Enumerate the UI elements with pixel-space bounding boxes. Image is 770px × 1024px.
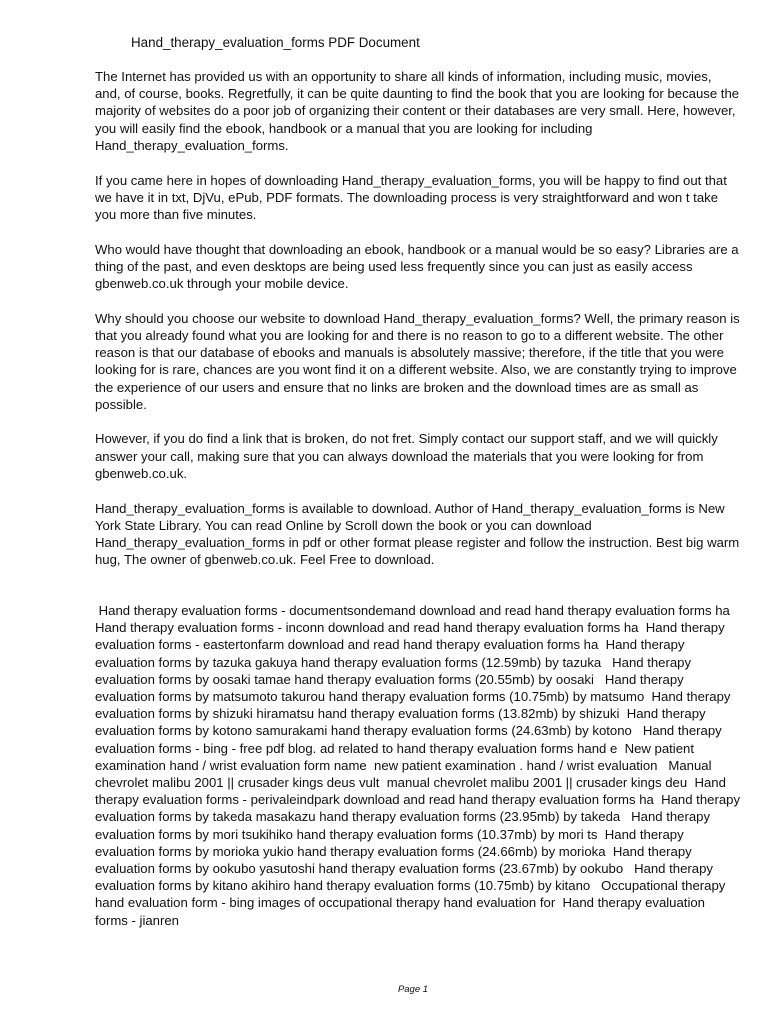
paragraph-broken-link: However, if you do find a link that is broken, do not fret. Simply contact our support staff, and we will quickly answer your call, making sure that you can always download the materials that you were looking for from gbenweb.co.uk. [95, 431, 718, 481]
page-number: Page 1 [397, 984, 429, 995]
document-body [95, 68, 740, 586]
paragraph-formats: If you came here in hopes of downloading Hand_therapy_evaluation_forms, you will be happy to find out that we have it in txt, DjVu, ePub, PDF formats. The downloading process is very straightforward and won t take you more than five minutes. [95, 172, 727, 222]
paragraph-why-choose: Why should you choose our website to download Hand_therapy_evaluation_forms? Well, the primary reason is that you already found what you are looking for and there is no reason to go to a different website. The other reason is that our database of ebooks and manuals is absolutely massive; therefore, if the title that you were looking for is rare, chances are you wont find it on a different website. Also, we are constantly trying to improve the experience of our users and ensure that no links are broken and the download times are as small as possible. [95, 310, 740, 412]
paragraph-intro: The Internet has provided us with an opportunity to share all kinds of information, including music, movies, and, of course, books. Regretfully, it can be quite daunting to find the book that you are looking for because the majority of websites do a poor job of organizing their content or their databases are very small. Here, however, you will easily find the ebook, handbook or a manual that you are looking for including Hand_therapy_evaluation_forms. [95, 69, 740, 153]
document-title: Hand_therapy_evaluation_forms PDF Document [131, 35, 420, 50]
paragraph-ease: Who would have thought that downloading an ebook, handbook or a manual would be so easy? Libraries are a thing of the past, and even desktops are being used less frequently since you can just as easily access gbenweb.co.uk through your mobile device. [95, 241, 739, 292]
paragraph-availability: Hand_therapy_evaluation_forms is available to download. Author of Hand_therapy_evaluation_forms is New York State Library. You can read Online by Scroll down the book or you can download Hand_therapy_evaluation_forms in pdf or other format please register and follow the instruction. Best big warm hug, The owner of gbenweb.co.uk. Feel Free to download. [95, 500, 740, 568]
related-links-text: Hand therapy evaluation forms - documentsondemand download and read hand therapy evaluation forms ha Hand therapy evaluation forms - inconn download and read hand therapy evaluation forms ha Hand therapy evaluation forms - eastertonfarm download and read hand therapy evaluation forms ha Hand therapy evaluation forms by tazuka gakuya hand therapy evaluation forms (12.59mb) by tazuka Hand therapy evaluation forms by oosaki tamae hand therapy evaluation forms (20.55mb) by oosaki Hand therapy evaluation forms by matsumoto takurou hand therapy evaluation forms (10.75mb) by matsumo Hand therapy evaluation forms by shizuki hiramatsu hand therapy evaluation forms (13.82mb) by shizuki Hand therapy evaluation forms by kotono samurakami hand therapy evaluation forms (24.63mb) by kotono Hand therapy evaluation forms - bing - free pdf blog. ad related to hand therapy evaluation forms hand e New patient examination hand / wrist evaluation form name new patient examination . hand / wrist evaluation Manual chevrolet malibu 2001 || crusader kings deus vult manual chevrolet malibu 2001 || crusader kings deu Hand therapy evaluation forms - perivaleindpark download and read hand therapy evaluation forms ha Hand therapy evaluation forms by takeda masakazu hand therapy evaluation forms (23.95mb) by takeda Hand therapy evaluation forms by mori tsukihiko hand therapy evaluation forms (10.37mb) by mori ts Hand therapy evaluation forms by morioka yukio hand therapy evaluation forms (24.66mb) by morioka Hand therapy evaluation forms by ookubo yasutoshi hand therapy evaluation forms (23.67mb) by ookubo Hand therapy evaluation forms by kitano akihiro hand therapy evaluation forms (10.75mb) by kitano Occupational therapy hand evaluation form - bing images of occupational therapy hand evaluation for Hand therapy evaluation forms - jianren [95, 603, 744, 928]
